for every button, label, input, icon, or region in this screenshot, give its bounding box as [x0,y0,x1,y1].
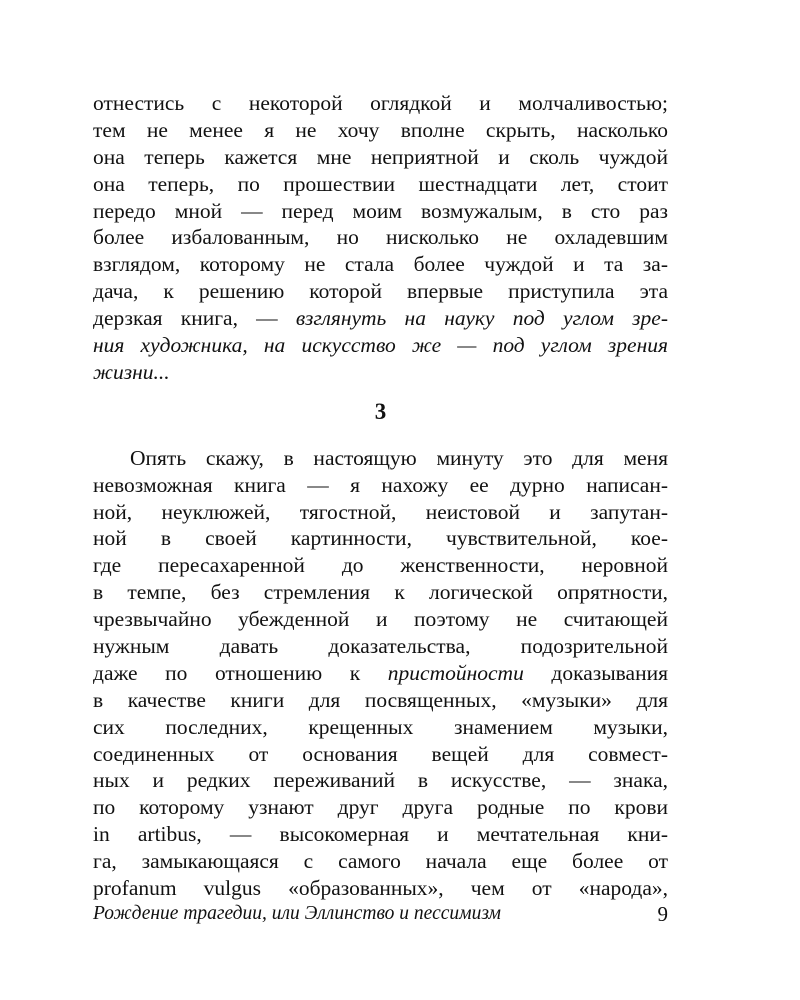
text-line: взглядом, которому не стала более чуждой и та за- [93,252,668,277]
text-line: in artibus, — высокомерная и мечтательная кни- [93,822,668,847]
text-run: даже по отношению к [93,660,388,685]
text-line: где пересахаренной до женственности, неровной [93,553,668,578]
text-line: чрезвычайно убежденной и поэтому не считающей [93,607,668,632]
text-run: дача, к решению которой впервые приступила эта [93,279,668,304]
text-line: Опять скажу, в настоящую минуту это для меня [130,445,668,470]
text-line: отнестись с некоторой оглядкой и молчаливостью; [93,91,668,115]
text-line [93,305,668,332]
text-line: более избалованным, но нисколько не охладевшим [93,225,668,250]
text-line: она теперь кажется мне неприятной и сколь чуждой [93,144,668,169]
text-line: га, замыкающаяся с самого начала еще более от [93,849,668,874]
paragraph-2 [93,445,668,902]
text-line: в темпе, без стремления к логической опрятности, [93,580,668,605]
italic-run: ния художника, на искусство же — под углом зрения [93,333,668,358]
text-run: доказывания [523,660,668,685]
text-line: ной, неуклюжей, тягостной, неистовой и запутан- [93,499,668,524]
page-body [93,90,668,902]
text-line: в качестве книги для посвященных, «музыки» для [93,687,668,712]
paragraph-1 [93,90,668,386]
book-title: Рождение трагедии, или Эллинство и пессимизм [93,903,501,924]
text-line [93,359,668,386]
text-line: передо мной — перед моим возмужалым, в сто раз [93,198,668,223]
italic-run: жизни... [93,359,170,384]
text-line [93,278,668,305]
text-line: тем не менее я не хочу вполне скрыть, насколько [93,117,668,142]
page-number: 9 [657,902,668,926]
text-line [93,332,668,359]
italic-run: пристойности [387,660,524,685]
section-number: 3 [374,398,387,424]
text-line: нужным давать доказательства, подозрительной [93,634,668,659]
italic-run: взглянуть на науку под углом зре- [295,306,668,331]
text-line: по которому узнают друг друга родные по крови [93,795,668,820]
text-line [93,660,668,687]
text-line: она теперь, по прошествии шестнадцати лет, стоит [93,171,668,196]
text-line: соединенных от основания вещей для совмест- [93,741,668,766]
text-run: дерзкая книга, — [93,306,296,331]
text-line: невозможная книга — я нахожу ее дурно написан- [93,472,668,497]
text-line: ных и редких переживаний в искусстве, — знака, [93,768,668,793]
text-line: ной в своей картинности, чувствительной, кое- [93,526,668,551]
text-line: сих последних, крещенных знамением музыки, [93,714,668,739]
text-line: profanum vulgus «образованных», чем от «народа», [93,876,668,901]
running-footer [93,899,668,929]
